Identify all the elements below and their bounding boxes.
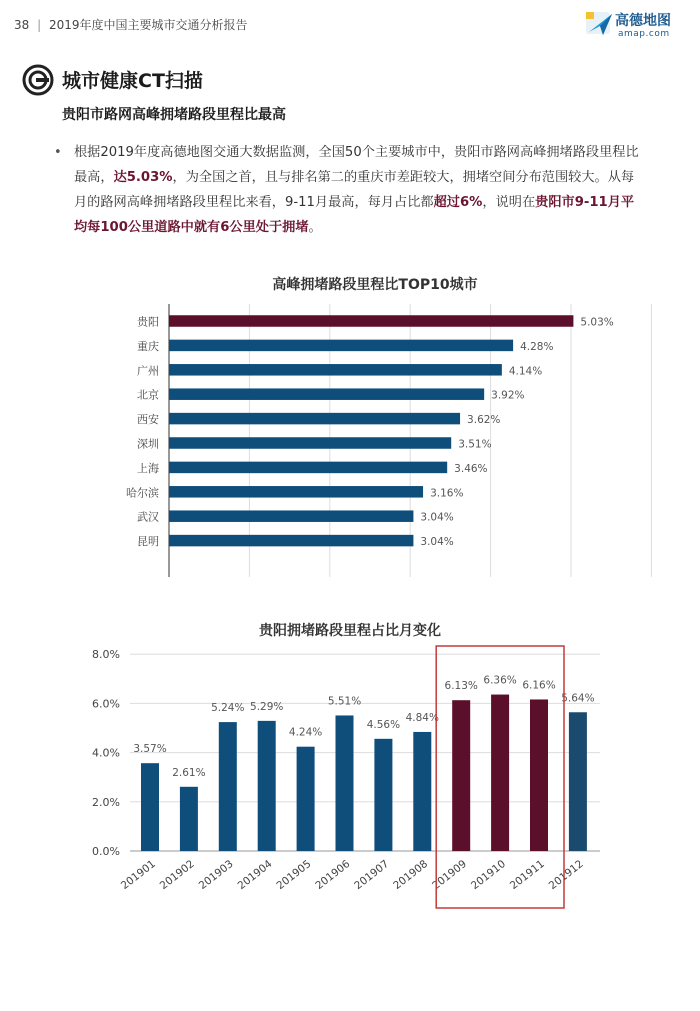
category-label: 昆明: [137, 535, 159, 549]
category-label: 武汉: [137, 510, 159, 524]
bar: [169, 437, 451, 449]
x-tick-label: 201908: [391, 857, 431, 893]
page-header-text: [14, 16, 248, 33]
value-label: 3.92%: [491, 389, 525, 402]
value-label: 3.57%: [133, 743, 167, 756]
x-tick-label: 201910: [468, 857, 508, 893]
top10-cities-chart: [0, 262, 700, 582]
value-label: 5.51%: [327, 695, 362, 708]
bar: [169, 388, 484, 400]
section-title: 城市健康CT扫描: [62, 70, 203, 92]
category-label: 北京: [137, 388, 159, 402]
category-label: 贵阳: [137, 315, 159, 329]
header-separator: |: [37, 18, 42, 32]
value-label: 4.56%: [366, 718, 401, 731]
value-label: 3.16%: [430, 487, 464, 500]
amap-logo-text: 高德地图: [615, 13, 671, 29]
bar: [219, 722, 237, 851]
value-label: 4.28%: [520, 340, 554, 353]
bar: [336, 715, 354, 851]
para-part4: 。: [308, 220, 322, 235]
chart-title: 贵阳拥堵路段里程占比月变化: [259, 623, 441, 639]
x-tick-label: 201912: [546, 857, 586, 893]
value-label: 5.03%: [580, 316, 614, 329]
report-title: 2019年度中国主要城市交通分析报告: [48, 18, 248, 32]
value-label: 6.13%: [444, 680, 478, 693]
value-label: 4.14%: [508, 365, 543, 378]
y-tick-label: 8.0%: [92, 648, 120, 662]
x-tick-label: 201901: [118, 857, 158, 893]
section-subtitle: 贵阳市路网高峰拥堵路段里程比最高: [62, 107, 286, 123]
x-tick-label: 201903: [196, 857, 236, 893]
x-tick-label: 201902: [157, 857, 197, 893]
bar: [452, 700, 470, 851]
value-label: 5.29%: [250, 700, 284, 713]
bar: [297, 747, 315, 851]
category-label: 西安: [137, 413, 159, 427]
bar: [169, 364, 502, 376]
page-number: 38: [14, 18, 30, 32]
bar: [530, 699, 548, 851]
x-tick-label: 201906: [313, 857, 353, 893]
category-label: 深圳: [137, 437, 159, 451]
x-tick-label: 201907: [352, 857, 392, 893]
amap-logo-sub: amap.com: [618, 29, 670, 39]
y-tick-label: 2.0%: [92, 795, 120, 809]
para-highlight1: 达5.03%: [113, 170, 173, 185]
bar: [569, 712, 587, 851]
y-tick-label: 6.0%: [92, 697, 120, 711]
category-label: 重庆: [137, 339, 159, 353]
x-tick-label: 201904: [235, 857, 275, 893]
bar: [180, 787, 198, 851]
monthly-congestion-chart: [0, 612, 700, 912]
x-tick-label: 201909: [430, 857, 470, 893]
para-part2: ，为全国之首，且与排名第二的重庆市差距较大，拥堵空间分布范围较大。从每月的路网高峰拥堵路段里程比来看，9-11月最高，每月占比都: [74, 170, 635, 210]
page-header: [0, 0, 700, 50]
x-tick-label: 201905: [274, 857, 314, 893]
amap-logo: [585, 8, 680, 42]
bar: [169, 462, 447, 474]
value-label: 6.16%: [522, 679, 556, 692]
value-label: 3.04%: [420, 536, 454, 549]
category-label: 上海: [137, 461, 159, 475]
para-highlight3: 贵阳市9-11月平均每100公里道路中就有6公里处于拥堵: [74, 195, 635, 235]
bar: [141, 763, 159, 851]
para-highlight2: 超过6%: [433, 195, 483, 210]
bar: [258, 721, 276, 851]
bar: [374, 739, 392, 851]
value-label: 6.36%: [483, 674, 517, 687]
amap-logo-icon: [585, 8, 615, 38]
value-label: 3.51%: [458, 438, 492, 451]
bullet-point: •: [54, 145, 62, 160]
bar: [491, 695, 509, 851]
x-tick-label: 201911: [507, 857, 547, 893]
category-label: 广州: [137, 364, 159, 378]
bar: [169, 486, 423, 498]
bar: [413, 732, 431, 851]
section-scan-icon: [22, 64, 54, 96]
para-part1: 根据2019年度高德地图交通大数据监测，全国50个主要城市中，贵阳市路网高峰拥堵路段里程比最高，: [74, 145, 639, 185]
value-label: 5.64%: [561, 692, 595, 705]
bar: [169, 413, 460, 425]
value-label: 3.62%: [467, 414, 501, 427]
bar: [169, 535, 413, 547]
value-label: 5.24%: [211, 702, 245, 715]
value-label: 3.46%: [454, 462, 488, 475]
bar: [169, 340, 513, 352]
para-part3: ，说明在: [482, 195, 536, 210]
bar: [169, 315, 573, 327]
value-label: 2.61%: [172, 766, 206, 779]
y-tick-label: 0.0%: [92, 845, 120, 858]
value-label: 4.24%: [288, 726, 323, 739]
category-label: 哈尔滨: [126, 486, 159, 500]
value-label: 3.04%: [420, 511, 454, 524]
chart-title: 高峰拥堵路段里程比TOP10城市: [272, 277, 478, 293]
summary-text: [74, 140, 646, 240]
y-tick-label: 4.0%: [92, 746, 120, 760]
bar: [169, 510, 413, 522]
value-label: 4.84%: [405, 711, 439, 724]
